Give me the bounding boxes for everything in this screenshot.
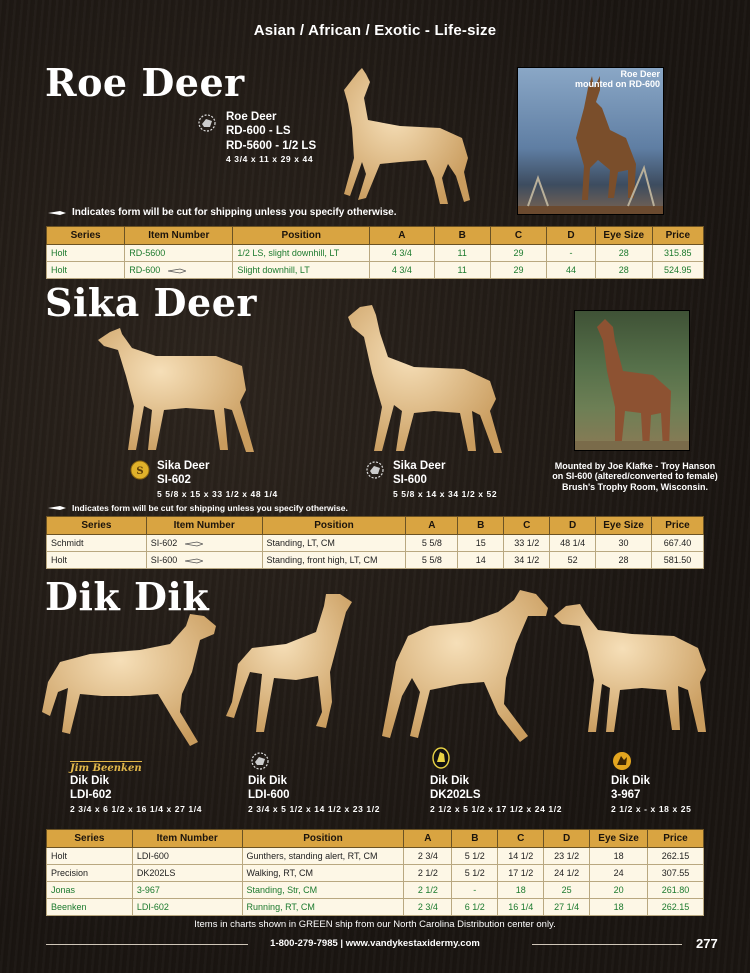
dikdik-product1-dims: 2 3/4 x 6 1/2 x 16 1/4 x 27 1/4 xyxy=(70,803,203,814)
sika-product2-code: SI-600 xyxy=(393,474,427,487)
col-item: Item Number xyxy=(125,227,233,245)
schmidt-logo-icon xyxy=(130,460,150,480)
col-a: A xyxy=(370,227,434,245)
cell: LDI-600 xyxy=(132,848,242,865)
cell: 14 1/2 xyxy=(498,848,544,865)
sika-product1-code: SI-602 xyxy=(157,474,191,487)
col-price: Price xyxy=(652,517,704,535)
col-c: C xyxy=(490,227,546,245)
col-price: Price xyxy=(652,227,703,245)
knife-cut-icon xyxy=(168,268,186,274)
roe-spec-table xyxy=(46,226,704,279)
sika-product2-label xyxy=(393,459,497,499)
cell: 28 xyxy=(596,552,652,569)
table-row xyxy=(47,882,704,899)
col-series: Series xyxy=(47,517,147,535)
col-c: C xyxy=(504,517,550,535)
cell: 315.85 xyxy=(652,245,703,262)
col-c: C xyxy=(498,830,544,848)
sika-deer-mount-photo xyxy=(574,310,690,451)
sika-cut-note-text: Indicates form will be cut for shipping unless you specify otherwise. xyxy=(72,503,348,513)
col-d: D xyxy=(547,227,596,245)
table-row xyxy=(47,899,704,916)
col-item: Item Number xyxy=(132,830,242,848)
cell: 18 xyxy=(590,848,648,865)
cell: 15 xyxy=(458,535,504,552)
sika-deer-title: Sika Deer xyxy=(45,280,257,325)
cell: 14 xyxy=(458,552,504,569)
col-b: B xyxy=(434,227,490,245)
sika-caption-line3: Brush's Trophy Room, Wisconsin. xyxy=(561,481,709,492)
dikdik-form4-image xyxy=(552,600,712,740)
roe-caption-line2: mounted on RD-600 xyxy=(574,79,660,90)
cell: 307.55 xyxy=(648,865,704,882)
cell: 1/2 LS, slight downhill, LT xyxy=(233,245,370,262)
dikdik-form1-image xyxy=(40,612,220,752)
col-price: Price xyxy=(648,830,704,848)
knife-cut-icon xyxy=(48,209,66,217)
cell xyxy=(146,552,262,569)
dikdik-product2-code: LDI-600 xyxy=(248,789,290,802)
cell: LDI-602 xyxy=(132,899,242,916)
dikdik-title: Dik Dik xyxy=(45,574,210,619)
table-header-row xyxy=(47,830,704,848)
col-a: A xyxy=(406,517,458,535)
cell: 2 3/4 xyxy=(404,848,452,865)
cell: 3-967 xyxy=(132,882,242,899)
cell: 24 xyxy=(590,865,648,882)
cell: 27 1/4 xyxy=(544,899,590,916)
col-position: Position xyxy=(242,830,404,848)
dikdik-product3-name: Dik Dik xyxy=(430,775,469,787)
cell: Holt xyxy=(47,245,125,262)
cell: 4 3/4 xyxy=(370,245,434,262)
sika-caption-line2: on SI-600 (altered/converted to female) xyxy=(552,471,718,482)
sika-product1-dims: 5 5/8 x 15 x 33 1/2 x 48 1/4 xyxy=(157,488,278,499)
cell xyxy=(125,262,233,279)
knife-cut-icon xyxy=(48,504,66,512)
holt-logo-icon xyxy=(249,751,271,771)
cell: 28 xyxy=(595,245,652,262)
cell: Precision xyxy=(47,865,133,882)
roe-photo-caption xyxy=(530,69,660,90)
cell: - xyxy=(452,882,498,899)
roe-deer-title: Roe Deer xyxy=(45,60,245,105)
cell: 262.15 xyxy=(648,848,704,865)
cell: 581.50 xyxy=(652,552,704,569)
dikdik-product3-dims: 2 1/2 x 5 1/2 x 17 1/2 x 24 1/2 xyxy=(430,803,563,814)
cell: 5 1/2 xyxy=(452,848,498,865)
cell: 2 1/2 xyxy=(404,882,452,899)
table-row xyxy=(47,245,704,262)
table-header-row xyxy=(47,227,704,245)
col-eye: Eye Size xyxy=(595,227,652,245)
cell: 29 xyxy=(490,262,546,279)
sika-product2-dims: 5 5/8 x 14 x 34 1/2 x 52 xyxy=(393,488,498,499)
cell: 16 1/4 xyxy=(498,899,544,916)
dikdik-form3-image xyxy=(380,586,552,746)
cell: 29 xyxy=(490,245,546,262)
cell: 667.40 xyxy=(652,535,704,552)
col-eye: Eye Size xyxy=(590,830,648,848)
cell: 5 5/8 xyxy=(406,552,458,569)
roe-product-name: Roe Deer xyxy=(226,111,277,123)
dikdik-form2-image xyxy=(226,592,356,742)
cell: 5 1/2 xyxy=(452,865,498,882)
holt-logo-icon xyxy=(196,113,218,133)
sika-photo-caption xyxy=(545,461,725,492)
roe-product-code2: RD-5600 - 1/2 LS xyxy=(226,139,317,152)
col-position: Position xyxy=(233,227,370,245)
roe-cut-note xyxy=(48,207,397,218)
table-row xyxy=(47,552,704,569)
cell: 28 xyxy=(595,262,652,279)
dikdik-product4-label xyxy=(611,774,691,814)
category-header: Asian / African / Exotic - Life-size xyxy=(253,22,497,39)
cell: Holt xyxy=(47,848,133,865)
knife-cut-icon xyxy=(185,558,203,564)
cell: RD-5600 xyxy=(125,245,233,262)
cell: 2 3/4 xyxy=(404,899,452,916)
sika-cut-note xyxy=(48,503,348,513)
table-row xyxy=(47,848,704,865)
col-item: Item Number xyxy=(146,517,262,535)
footer-divider-right xyxy=(532,944,682,945)
col-series: Series xyxy=(47,227,125,245)
dikdik-product1-code: LDI-602 xyxy=(70,789,112,802)
col-b: B xyxy=(452,830,498,848)
jonas-logo-icon xyxy=(612,751,632,771)
cell: 11 xyxy=(434,245,490,262)
table-row xyxy=(47,535,704,552)
cell: 262.15 xyxy=(648,899,704,916)
footer-contact: 1-800-279-7985 | www.vandykestaxidermy.com xyxy=(270,938,480,949)
dikdik-product2-name: Dik Dik xyxy=(248,775,287,787)
dikdik-product4-name: Dik Dik xyxy=(611,775,650,787)
sika-deer-form2-image xyxy=(344,303,506,455)
col-position: Position xyxy=(262,517,406,535)
beenken-logo: Jim Beenken xyxy=(70,763,142,774)
cell: Standing, Str, CM xyxy=(242,882,404,899)
cell: 17 1/2 xyxy=(498,865,544,882)
sika-product1-name: Sika Deer xyxy=(157,460,210,472)
cell-text: RD-600 xyxy=(129,265,161,275)
table-header-row xyxy=(47,517,704,535)
cell: Holt xyxy=(47,552,147,569)
cell: 18 xyxy=(498,882,544,899)
cell: 24 1/2 xyxy=(544,865,590,882)
roe-cut-note-text: Indicates form will be cut for shipping unless you specify otherwise. xyxy=(72,207,397,218)
cell: 33 1/2 xyxy=(504,535,550,552)
cell: 11 xyxy=(434,262,490,279)
roe-product-code1: RD-600 - LS xyxy=(226,125,291,138)
sika-spec-table xyxy=(46,516,704,569)
cell: 23 1/2 xyxy=(544,848,590,865)
roe-caption-line1: Roe Deer xyxy=(620,69,660,79)
cell-text: SI-600 xyxy=(150,555,178,565)
dikdik-spec-table xyxy=(46,829,704,916)
holt-logo-icon xyxy=(364,460,386,480)
dikdik-product3-label xyxy=(430,774,562,814)
dikdik-product1-label xyxy=(70,774,202,814)
cell: 44 xyxy=(547,262,596,279)
footer-note: Items in charts shown in GREEN ship from our North Carolina Distribution center only. xyxy=(194,919,556,930)
sika-product1-label xyxy=(157,459,278,499)
cell: 524.95 xyxy=(652,262,703,279)
cell: 52 xyxy=(550,552,596,569)
col-b: B xyxy=(458,517,504,535)
sika-deer-form1-image xyxy=(96,326,266,456)
dikdik-product3-code: DK202LS xyxy=(430,789,481,802)
cell: 34 1/2 xyxy=(504,552,550,569)
table-row xyxy=(47,262,704,279)
cell: 18 xyxy=(590,899,648,916)
roe-product-dims: 4 3/4 x 11 x 29 x 44 xyxy=(226,154,314,165)
cell: Running, RT, CM xyxy=(242,899,404,916)
cell: 6 1/2 xyxy=(452,899,498,916)
roe-product-label xyxy=(226,110,316,165)
cell: 2 1/2 xyxy=(404,865,452,882)
cell: Gunthers, standing alert, RT, CM xyxy=(242,848,404,865)
cell: Standing, front high, LT, CM xyxy=(262,552,406,569)
knife-cut-icon xyxy=(185,541,203,547)
dikdik-product4-dims: 2 1/2 x - x 18 x 25 xyxy=(611,803,692,814)
sika-product2-name: Sika Deer xyxy=(393,460,446,472)
cell: Schmidt xyxy=(47,535,147,552)
precision-logo-icon xyxy=(431,746,451,770)
cell: Walking, RT, CM xyxy=(242,865,404,882)
page-number: 277 xyxy=(696,936,718,951)
col-a: A xyxy=(404,830,452,848)
cell: 25 xyxy=(544,882,590,899)
dikdik-product1-name: Dik Dik xyxy=(70,775,109,787)
cell: - xyxy=(547,245,596,262)
dikdik-product2-label xyxy=(248,774,380,814)
cell xyxy=(146,535,262,552)
cell: 5 5/8 xyxy=(406,535,458,552)
sika-caption-line1: Mounted by Joe Klafke - Troy Hanson xyxy=(554,461,716,471)
roe-deer-form-image xyxy=(340,68,490,208)
col-series: Series xyxy=(47,830,133,848)
cell: Holt xyxy=(47,262,125,279)
cell: Jonas xyxy=(47,882,133,899)
table-row xyxy=(47,865,704,882)
col-d: D xyxy=(544,830,590,848)
cell: 48 1/4 xyxy=(550,535,596,552)
cell: 4 3/4 xyxy=(370,262,434,279)
cell: DK202LS xyxy=(132,865,242,882)
cell: Beenken xyxy=(47,899,133,916)
cell: Standing, LT, CM xyxy=(262,535,406,552)
cell: Slight downhill, LT xyxy=(233,262,370,279)
svg-text:S: S xyxy=(136,466,144,477)
col-d: D xyxy=(550,517,596,535)
dikdik-product4-code: 3-967 xyxy=(611,789,641,802)
dikdik-product2-dims: 2 3/4 x 5 1/2 x 14 1/2 x 23 1/2 xyxy=(248,803,381,814)
cell: 30 xyxy=(596,535,652,552)
col-eye: Eye Size xyxy=(596,517,652,535)
cell-text: SI-602 xyxy=(150,538,178,548)
cell: 20 xyxy=(590,882,648,899)
cell: 261.80 xyxy=(648,882,704,899)
